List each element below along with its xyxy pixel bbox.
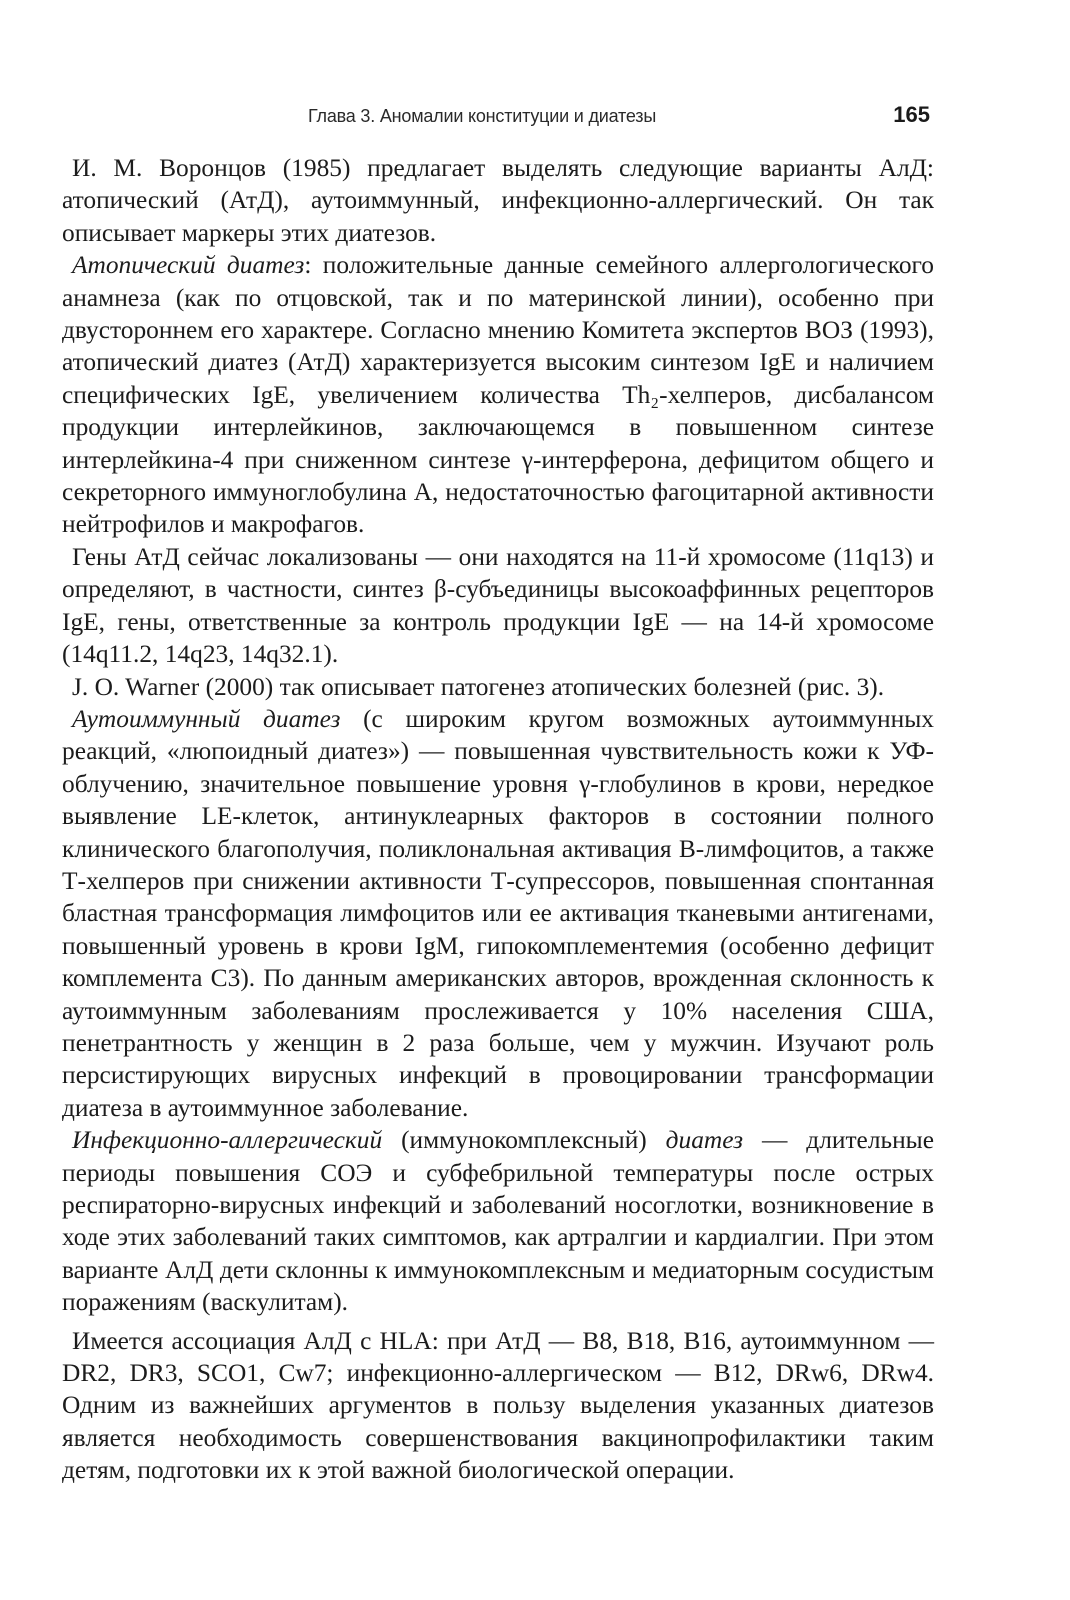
- paragraph-text: — длительные периоды повышения СОЭ и субфебрильной температуры после острых респираторно-вирусных инфекций и заболеваний носоглотки, возникновение в ходе этих заболеваний таких симптомов, как артралгии и кардиалгии. При этом варианте АлД дети склонны к иммунокомплексным и медиаторным сосудистым поражениям (васкулитам).: [62, 1126, 934, 1317]
- paragraph-voroncov: [62, 152, 934, 249]
- paragraph-text-middle: (иммунокомплексный): [382, 1126, 666, 1155]
- paragraph-text: Гены АтД сейчас локализованы — они находятся на 11-й хромосоме (11q13) и определяют, в частности, синтез β-субъединицы высокоаффинных рецепторов IgE, гены, ответственные за контроль продукции IgE — на 14-й хромосоме (14q11.2, 14q23, 14q32.1).: [62, 542, 934, 669]
- paragraph-warner: [62, 671, 934, 703]
- paragraph-autoimmune-diathesis: [62, 703, 934, 1124]
- paragraph-text: И. М. Воронцов (1985) предлагает выделять следующие варианты АлД: атопический (АтД), аутоиммунный, инфекционно-аллергический. Он так описывает маркеры этих диатезов.: [62, 154, 934, 247]
- paragraph-text: Имеется ассоциация АлД с HLA: при АтД — B8, B18, B16, аутоиммунном — DR2, DR3, SCO1, Cw7; инфекционно-аллергическом — B12, DRw6, DRw4. Одним из важнейших аргументов в пользу выделения указанных диатезов является необходимость совершенствования вакцинопрофилактики таким детям, подготовки их к этой важной биологической операции.: [62, 1326, 934, 1485]
- running-head: [62, 102, 934, 134]
- paragraph-atd-genes: [62, 541, 934, 671]
- paragraph-atopic-diathesis: [62, 249, 934, 541]
- chapter-title: Глава 3. Аномалии конституции и диатезы: [308, 106, 657, 126]
- paragraph-infectious-allergic-diathesis: [62, 1124, 934, 1318]
- paragraph-text: (с широким кругом возможных аутоиммунных реакций, «люпоидный диатез») — повышенная чувствительность кожи к УФ-облучению, значительное повышение уровня γ-глобулинов в крови, нередкое выявление LE-клеток, антинуклеарных факторов в состоянии полного клинического благополучия, поликлональная активация В-лимфоцитов, а также Т-хелперов при снижении активности Т-супрессоров, повышенная спонтанная бластная трансформация лимфоцитов или ее активация тканевыми антигенами, повышенный уровень в крови IgM, гипокомплементемия (особенно дефицит комплемента С3). По данным американских авторов, врожденная склонность к аутоиммунным заболеваниям прослеживается у 10% населения США, пенетрантность у женщин в 2 раза больше, чем у мужчин. Изучают роль персистирующих вирусных инфекций в провоцировании трансформации диатеза в аутоиммунное заболевание.: [62, 704, 934, 1122]
- body-text: [62, 152, 934, 1487]
- term-atopic-diathesis: Атопический диатез: [72, 251, 305, 280]
- term-diathesis: диатез: [665, 1126, 744, 1155]
- paragraph-text: J. O. Warner (2000) так описывает патогенез атопических болезней (рис. 3).: [72, 672, 885, 701]
- book-page: [62, 0, 934, 1600]
- term-autoimmune-diathesis: Аутоиммунный диатез: [72, 704, 341, 733]
- paragraph-hla-association: [62, 1325, 934, 1487]
- term-infectious-allergic: Инфекционно-аллергический: [72, 1126, 383, 1155]
- paragraph-text: : положительные данные семейного аллергологического анамнеза (как по отцовской, так и по материнской линии), особенно при двустороннем его характере. Согласно мнению Комитета экспертов ВОЗ (1993), атопический диатез (АтД) характеризуется высоким синтезом IgE и наличием специфических IgE, увеличением количества Th₂-хелперов, дисбалансом продукции интерлейкинов, заключающемся в повышенном синтезе интерлейкина-4 при сниженном синтезе γ-интерферона, дефицитом общего и секреторного иммуноглобулина А, недостаточностью фагоцитарной активности нейтрофилов и макрофагов.: [62, 251, 934, 539]
- page-number: 165: [893, 102, 930, 127]
